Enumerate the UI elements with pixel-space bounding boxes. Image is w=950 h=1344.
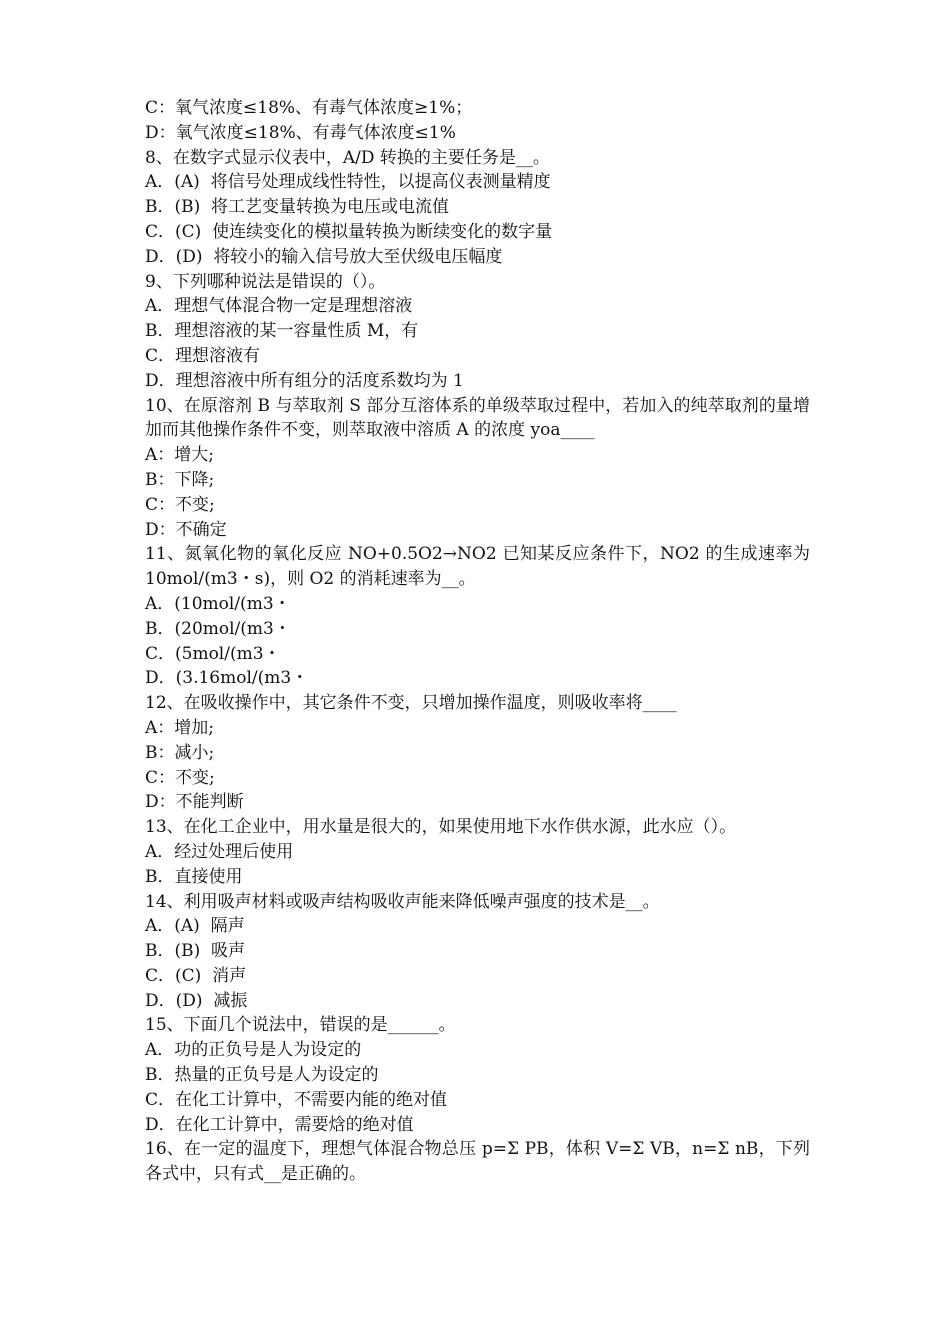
option: B．直接使用	[145, 866, 243, 887]
question-10: 10、在原溶剂 B 与萃取剂 S 部分互溶体系的单级萃取过程中，若加入的纯萃取剂的量增加而其他操作条件不变，则萃取液中溶质 A 的浓度 yoa____	[145, 395, 810, 441]
option: B．热量的正负号是人为设定的	[145, 1065, 379, 1086]
option: A：增加;	[145, 717, 215, 738]
option: A：增大;	[145, 445, 215, 466]
option: C．(C) 消声	[145, 965, 247, 986]
option: C．(5mol/(m3・	[145, 643, 281, 664]
question-16: 16、在一定的温度下，理想气体混合物总压 p=Σ PB，体积 V=Σ VB，n=Σ nB，下列各式中，只有式__是正确的。	[145, 1139, 810, 1185]
option: A．理想气体混合物一定是理想溶液	[145, 296, 413, 317]
question-8: 8、在数字式显示仪表中，A/D 转换的主要任务是__。	[145, 147, 550, 168]
option: C．理想溶液有	[145, 345, 261, 366]
option: D：不确定	[145, 519, 227, 540]
option: B．(B) 将工艺变量转换为电压或电流值	[145, 197, 450, 218]
option: D．(3.16mol/(m3・	[145, 668, 309, 689]
option: B：下降;	[145, 469, 215, 490]
option: D．(D) 减振	[145, 990, 248, 1011]
option: B．(B) 吸声	[145, 941, 246, 962]
option: A．(A) 隔声	[145, 916, 245, 937]
option: C：不变;	[145, 767, 215, 788]
question-11: 11、氮氧化物的氧化反应 NO+0.5O2→NO2 已知某反应条件下，NO2 的生成速率为 10mol/(m3・s)，则 O2 的消耗速率为__。	[145, 544, 810, 590]
option: A．(A) 将信号处理成线性特性，以提高仪表测量精度	[145, 172, 551, 193]
question-15: 15、下面几个说法中，错误的是______。	[145, 1015, 456, 1036]
option: C．在化工计算中，不需要内能的绝对值	[145, 1089, 448, 1110]
option: D．(D) 将较小的输入信号放大至伏级电压幅度	[145, 246, 503, 267]
option: A．功的正负号是人为设定的	[145, 1040, 362, 1061]
text-line: C：氧气浓度≤18%、有毒气体浓度≥1%；	[145, 98, 473, 118]
text-line: D：氧气浓度≤18%、有毒气体浓度≤1%	[145, 122, 456, 143]
option: C．(C) 使连续变化的模拟量转换为断续变化的数字量	[145, 221, 553, 242]
question-14: 14、利用吸声材料或吸声结构吸收声能来降低噪声强度的技术是__。	[145, 891, 660, 912]
option: B．理想溶液的某一容量性质 M，有	[145, 321, 419, 342]
option: A．(10mol/(m3・	[145, 593, 291, 614]
question-13: 13、在化工企业中，用水量是很大的，如果使用地下水作供水源，此水应（）。	[145, 817, 737, 838]
option: D：不能判断	[145, 792, 244, 813]
question-9: 9、下列哪种说法是错误的（）。	[145, 271, 386, 292]
option: B．(20mol/(m3・	[145, 618, 291, 639]
option: A．经过处理后使用	[145, 841, 294, 862]
option: D．理想溶液中所有组分的活度系数均为 1	[145, 370, 464, 391]
option: C：不变;	[145, 494, 215, 515]
option: B：减小;	[145, 742, 215, 763]
question-12: 12、在吸收操作中，其它条件不变，只增加操作温度，则吸收率将____	[145, 693, 677, 714]
option: D．在化工计算中，需要焓的绝对值	[145, 1114, 414, 1135]
document-page	[145, 96, 810, 1187]
